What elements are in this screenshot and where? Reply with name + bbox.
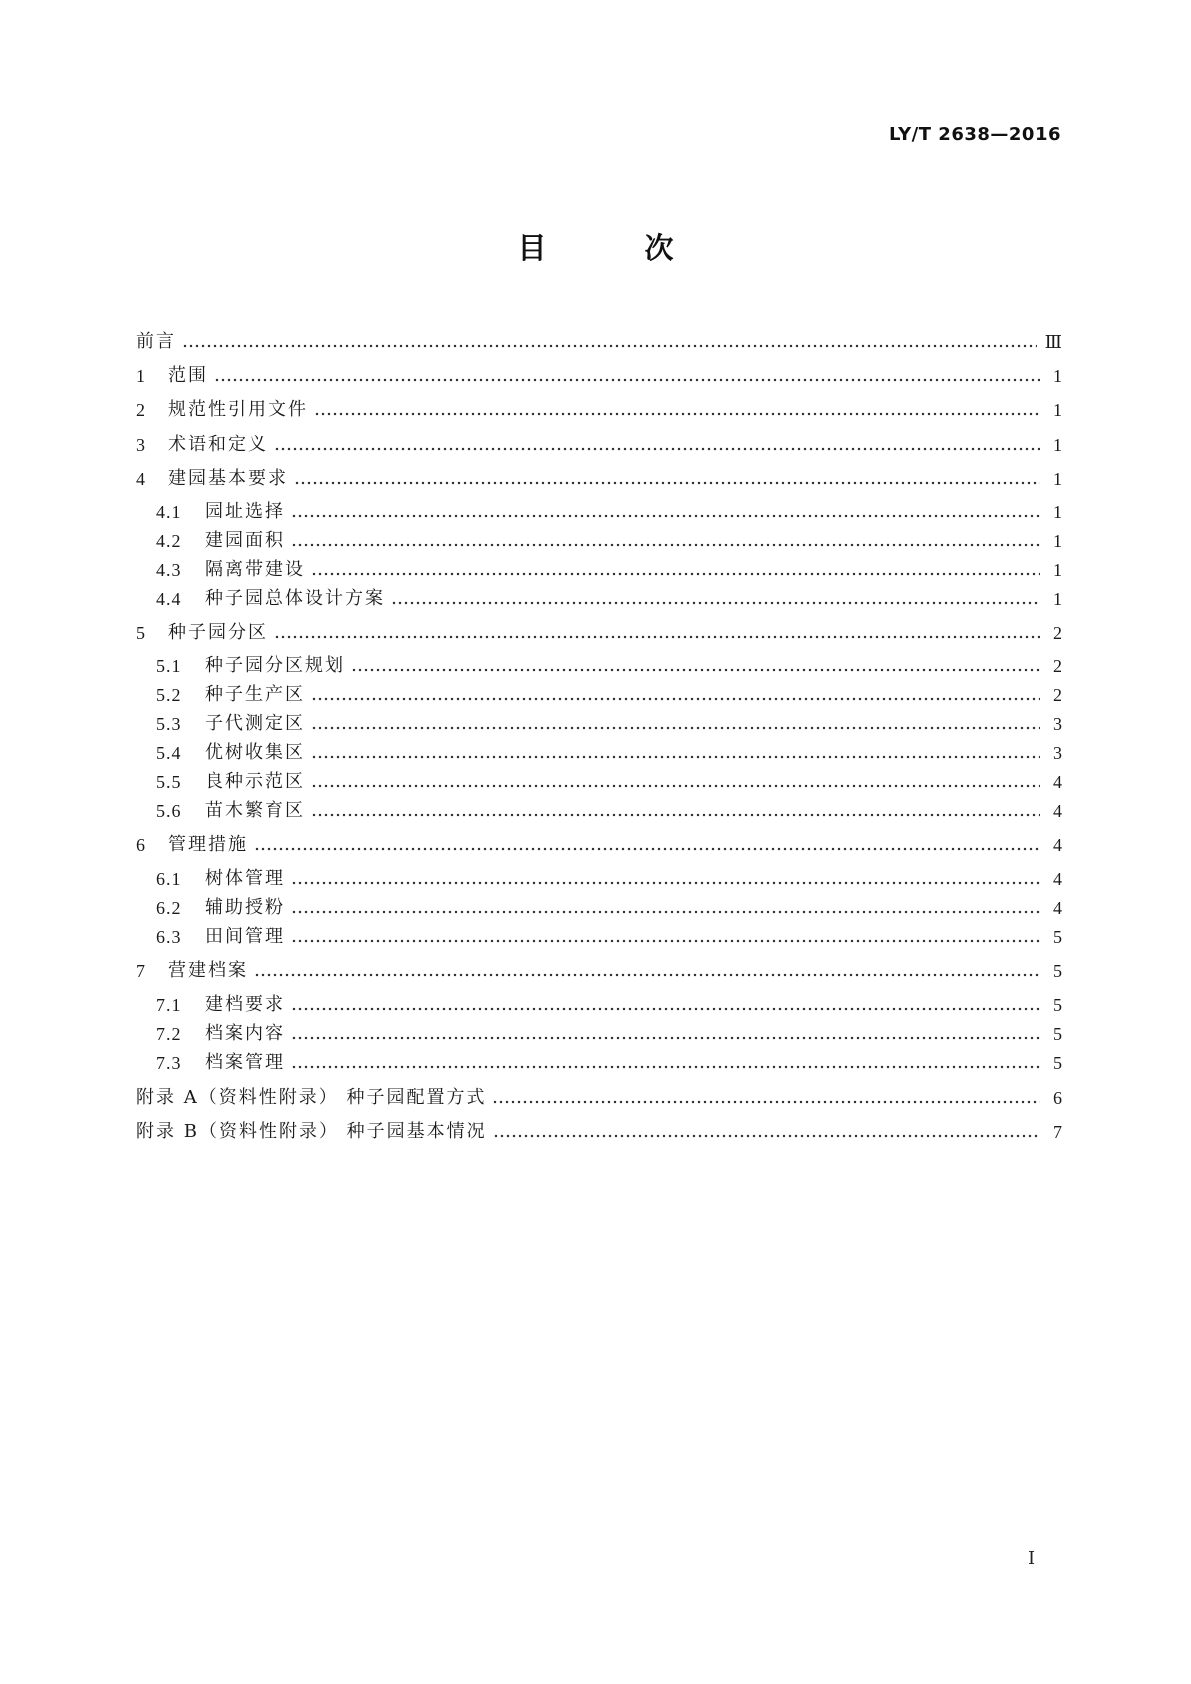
toc-entry-number: 5.6 [156, 801, 182, 821]
toc-dot-leader [291, 897, 1040, 915]
toc-dot-leader [291, 501, 1040, 519]
toc-entry[interactable] [156, 741, 1062, 765]
toc-entry[interactable] [156, 925, 1062, 949]
toc-entry-title: 建园基本要求 [168, 468, 288, 489]
toc-entry-page: 5 [1053, 1053, 1062, 1073]
toc-entry[interactable] [136, 364, 1062, 388]
toc-entry-page: 3 [1053, 714, 1062, 734]
toc-entry[interactable] [136, 959, 1062, 983]
toc-entry-title: 隔离带建设 [205, 559, 305, 580]
toc-dot-leader [291, 868, 1040, 886]
toc-entry-title: 附录 A（资料性附录） 种子园配置方式 [136, 1087, 487, 1108]
toc-dot-leader [291, 1023, 1040, 1041]
toc-entry[interactable] [156, 558, 1062, 582]
toc-dot-leader [291, 926, 1040, 944]
toc-entry-number: 5 [136, 623, 146, 643]
toc-entry-title: 管理措施 [168, 834, 248, 855]
toc-dot-leader [291, 530, 1040, 548]
toc-entry[interactable] [156, 683, 1062, 707]
toc-entry-page: 5 [1053, 961, 1062, 981]
toc-entry-title: 范围 [168, 365, 208, 386]
toc-entry-title: 种子园总体设计方案 [205, 588, 385, 609]
toc-entry[interactable] [136, 833, 1062, 857]
toc-entry-title: 种子园分区 [168, 622, 268, 643]
toc-entry[interactable] [156, 867, 1062, 891]
toc-entry-number: 5.2 [156, 685, 182, 705]
toc-entry-page: 1 [1053, 469, 1062, 489]
page-title: 目 次 [517, 231, 718, 265]
toc-entry-number: 6.2 [156, 898, 182, 918]
toc-entry-title: 种子生产区 [205, 684, 305, 705]
toc-entry-page: 4 [1053, 801, 1062, 821]
toc-entry-number: 2 [136, 400, 146, 420]
toc-entry-page: 4 [1053, 869, 1062, 889]
toc-entry-title: 术语和定义 [168, 434, 268, 455]
standard-code: LY/T 2638—2016 [888, 124, 1061, 145]
toc-entry-number: 5.4 [156, 743, 182, 763]
toc-dot-leader [254, 834, 1040, 852]
toc-entry-number: 7.1 [156, 995, 182, 1015]
toc-dot-leader [274, 434, 1040, 452]
toc-entry-page: 1 [1053, 560, 1062, 580]
toc-entry-number: 4 [136, 469, 146, 489]
toc-dot-leader [291, 994, 1040, 1012]
toc-entry-page: 5 [1053, 1024, 1062, 1044]
toc-entry[interactable] [156, 770, 1062, 794]
toc-entry-title: 档案内容 [205, 1023, 285, 1044]
toc-entry-title: 田间管理 [205, 926, 285, 947]
toc-dot-leader [214, 365, 1040, 383]
toc-dot-leader [291, 1052, 1040, 1070]
toc-dot-leader [311, 742, 1040, 760]
toc-dot-leader [314, 399, 1040, 417]
toc-entry-title: 辅助授粉 [205, 897, 285, 918]
toc-entry-title: 档案管理 [205, 1052, 285, 1073]
toc-entry-page: 7 [1053, 1122, 1062, 1142]
toc-entry[interactable] [156, 1051, 1062, 1075]
toc-entry-number: 6 [136, 835, 146, 855]
toc-entry-number: 1 [136, 366, 146, 386]
toc-dot-leader [274, 622, 1040, 640]
toc-entry[interactable] [156, 587, 1062, 611]
toc-dot-leader [311, 713, 1040, 731]
toc-dot-leader [493, 1121, 1040, 1139]
toc-entry[interactable] [136, 621, 1062, 645]
toc-entry[interactable] [136, 330, 1062, 354]
toc-entry-page: 1 [1053, 589, 1062, 609]
toc-entry-title: 树体管理 [205, 868, 285, 889]
toc-entry-number: 4.3 [156, 560, 182, 580]
toc-entry-title: 附录 B（资料性附录） 种子园基本情况 [136, 1121, 487, 1142]
toc-entry[interactable] [156, 500, 1062, 524]
toc-dot-leader [351, 655, 1040, 673]
toc-dot-leader [492, 1087, 1040, 1105]
toc-entry-title: 建档要求 [205, 994, 285, 1015]
toc-entry-page: 5 [1053, 927, 1062, 947]
toc-entry[interactable] [156, 799, 1062, 823]
toc-dot-leader [391, 588, 1040, 606]
toc-entry-page: 4 [1053, 835, 1062, 855]
toc-entry-page: 1 [1053, 400, 1062, 420]
toc-entry[interactable] [156, 712, 1062, 736]
toc-dot-leader [254, 960, 1040, 978]
toc-entry-number: 5.1 [156, 656, 182, 676]
toc-entry-page: 3 [1053, 743, 1062, 763]
page-number: Ⅰ [1028, 1548, 1036, 1568]
toc-entry[interactable] [136, 1086, 1062, 1110]
toc-entry-title: 规范性引用文件 [168, 399, 308, 420]
toc-entry-number: 5.3 [156, 714, 182, 734]
toc-entry-page: 5 [1053, 995, 1062, 1015]
toc-entry[interactable] [136, 467, 1062, 491]
toc-entry-number: 6.1 [156, 869, 182, 889]
toc-entry-title: 建园面积 [205, 530, 285, 551]
toc-entry-title: 苗木繁育区 [205, 800, 305, 821]
toc-entry-title: 种子园分区规划 [205, 655, 345, 676]
toc-entry[interactable] [156, 896, 1062, 920]
toc-entry-page: 6 [1053, 1088, 1062, 1108]
toc-dot-leader [311, 684, 1040, 702]
toc-entry-number: 7.3 [156, 1053, 182, 1073]
toc-entry-number: 4.1 [156, 502, 182, 522]
toc-entry[interactable] [136, 1120, 1062, 1144]
toc-entry-number: 6.3 [156, 927, 182, 947]
toc-entry-page: 4 [1053, 772, 1062, 792]
toc-entry-number: 3 [136, 435, 146, 455]
toc-entry-title: 良种示范区 [205, 771, 305, 792]
toc-entry[interactable] [136, 433, 1062, 457]
toc-entry-number: 7 [136, 961, 146, 981]
toc-dot-leader [294, 468, 1040, 486]
toc-dot-leader [311, 559, 1040, 577]
toc-entry[interactable] [156, 529, 1062, 553]
toc-entry-page: 4 [1053, 898, 1062, 918]
toc-entry[interactable] [156, 654, 1062, 678]
toc-dot-leader [311, 800, 1040, 818]
toc-entry-page: 2 [1053, 685, 1062, 705]
toc-entry-page: 1 [1053, 531, 1062, 551]
toc-dot-leader [311, 771, 1040, 789]
toc-entry-page: 1 [1053, 366, 1062, 386]
toc-entry-title: 前言 [136, 331, 176, 352]
toc-entry-number: 7.2 [156, 1024, 182, 1044]
toc-entry-title: 优树收集区 [205, 742, 305, 763]
toc-entry-title: 子代测定区 [205, 713, 305, 734]
toc-entry-page: 1 [1053, 435, 1062, 455]
toc-entry-page: Ⅲ [1044, 332, 1062, 352]
toc-entry-page: 1 [1053, 502, 1062, 522]
toc-entry-number: 5.5 [156, 772, 182, 792]
toc-dot-leader [182, 331, 1037, 349]
toc-entry-page: 2 [1053, 623, 1062, 643]
toc-entry-page: 2 [1053, 656, 1062, 676]
toc-entry-number: 4.4 [156, 589, 182, 609]
toc-entry[interactable] [156, 1022, 1062, 1046]
toc-entry[interactable] [156, 993, 1062, 1017]
toc-entry-number: 4.2 [156, 531, 182, 551]
toc-entry-title: 营建档案 [168, 960, 248, 981]
toc-entry[interactable] [136, 398, 1062, 422]
toc-entry-title: 园址选择 [205, 501, 285, 522]
